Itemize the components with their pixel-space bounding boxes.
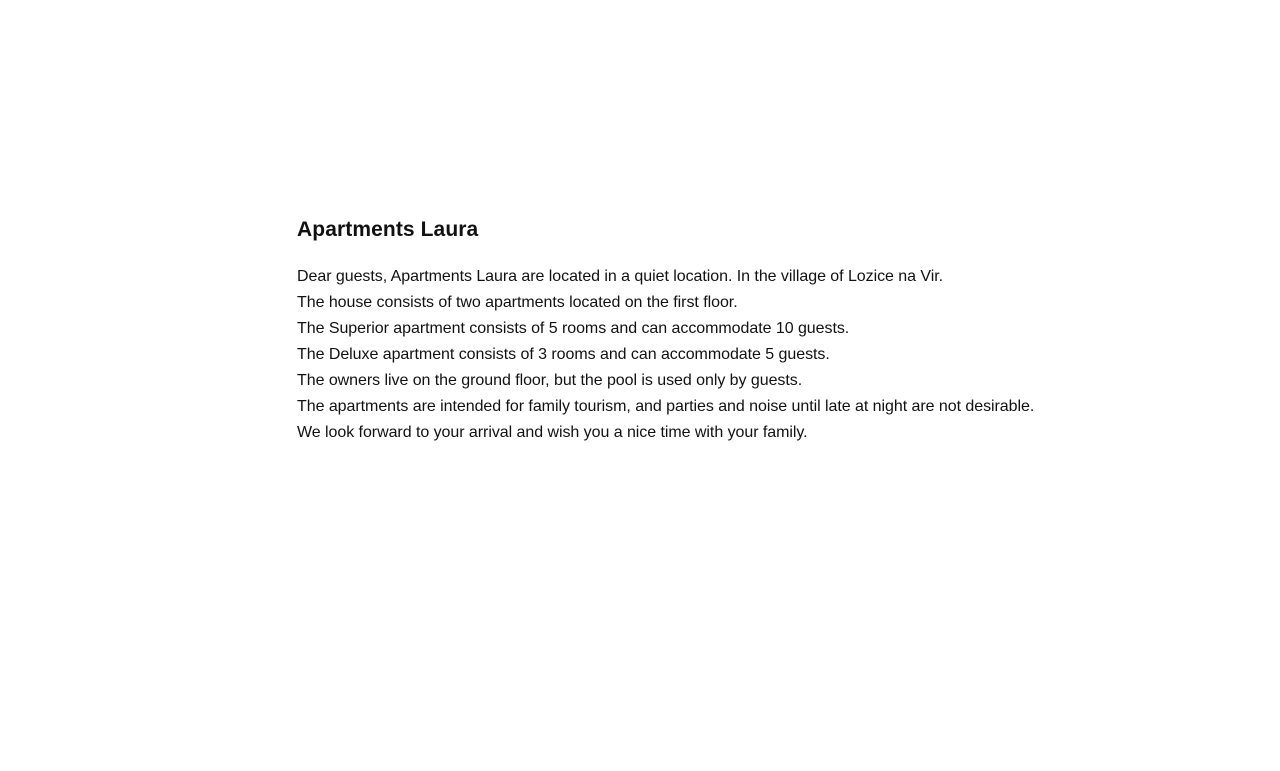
body-line: The Deluxe apartment consists of 3 rooms and can accommodate 5 guests. <box>297 346 830 363</box>
body-line: The house consists of two apartments located on the first floor. <box>297 294 738 311</box>
document <box>297 216 1197 446</box>
body-line: The owners live on the ground floor, but the pool is used only by guests. <box>297 372 803 389</box>
document-body <box>297 264 1197 446</box>
body-line: The Superior apartment consists of 5 rooms and can accommodate 10 guests. <box>297 320 850 337</box>
document-title: Apartments Laura <box>297 218 479 241</box>
body-line: We look forward to your arrival and wish you a nice time with your family. <box>297 424 808 441</box>
body-line: Dear guests, Apartments Laura are located in a quiet location. In the village of Lozice na Vir. <box>297 268 944 285</box>
body-line: The apartments are intended for family tourism, and parties and noise until late at night are not desirable. <box>297 398 1035 415</box>
